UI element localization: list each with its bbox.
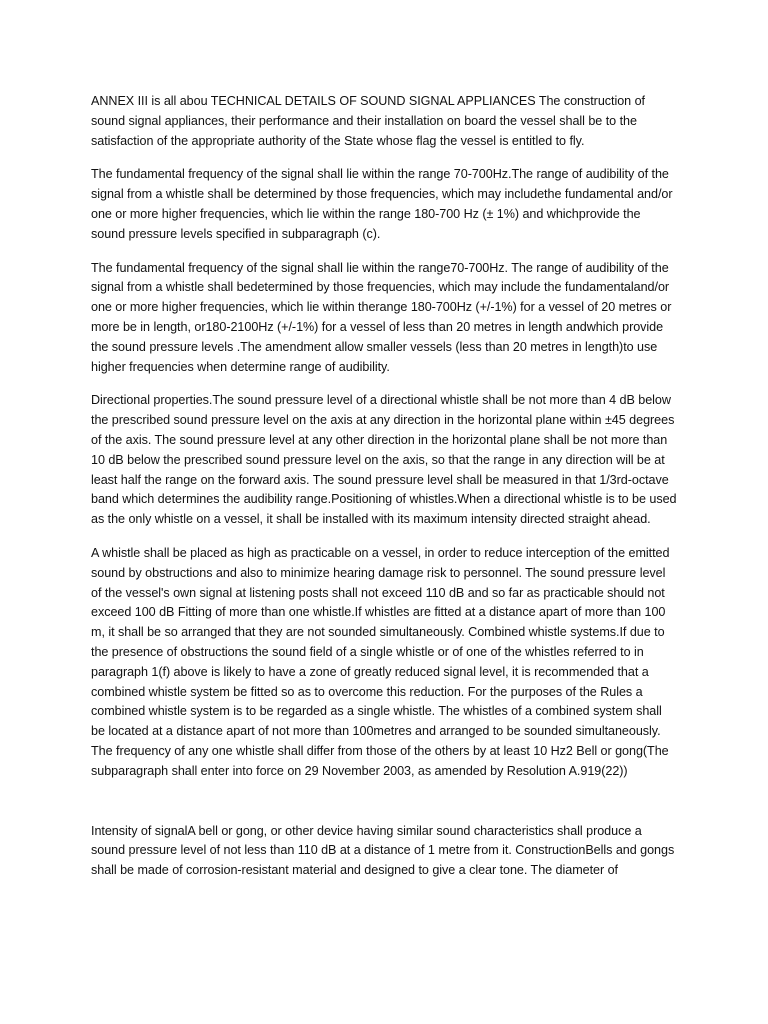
- paragraph-frequency-amendment: The fundamental frequency of the signal shall lie within the range70-700Hz. The range of audibility of the signal from a whistle shall bedetermined by those frequencies, which may include the fundamentaland/or one or more higher frequencies, which lie within therange 180-700Hz (+/-1%) for a vessel of 20 metres or more be in length, or180-2100Hz (+/-1%) for a vessel of less than 20 metres in length andwhich provide the sound pressure levels .The amendment allow smaller vessels (less than 20 metres in length)to use higher frequencies when determine range of audibility.: [91, 260, 672, 374]
- document-body: [91, 92, 677, 895]
- paragraph-fundamental-frequency: The fundamental frequency of the signal shall lie within the range 70-700Hz.The range of audibility of the signal from a whistle shall be determined by those frequencies, which may includethe fundamental and/or one or more higher frequencies, which lie within the range 180-700 Hz (± 1%) and whichprovide the sound pressure levels specified in subparagraph (c).: [91, 167, 673, 241]
- paragraph-directional-properties: Directional properties.The sound pressure level of a directional whistle shall be not more than 4 dB below the prescribed sound pressure level on the axis at any direction in the horizontal plane within ±45 degrees of the axis. The sound pressure level at any other direction in the horizontal plane shall be not more than 10 dB below the prescribed sound pressure level on the axis, so that the range in any direction will be at least half the range on the forward axis. The sound pressure level shall be measured in that 1/3rd-octave band which determines the audibility range.Positioning of whistles.When a directional whistle is to be used as the only whistle on a vessel, it shall be installed with its maximum intensity directed straight ahead.: [91, 393, 677, 527]
- paragraph-whistle-placement: A whistle shall be placed as high as practicable on a vessel, in order to reduce interception of the emitted sound by obstructions and also to minimize hearing damage risk to personnel. The sound pressure level of the vessel's own signal at listening posts shall not exceed 110 dB and so far as practicable should not exceed 100 dB Fitting of more than one whistle.If whistles are fitted at a distance apart of more than 100 m, it shall be so arranged that they are not sounded simultaneously. Combined whistle systems.If due to the presence of obstructions the sound field of a single whistle or of one of the whistles referred to in paragraph 1(f) above is likely to have a zone of greatly reduced signal level, it is recommended that a combined whistle system be fitted so as to overcome this reduction. For the purposes of the Rules a combined whistle system is to be regarded as a single whistle. The whistles of a combined system shall be located at a distance apart of not more than 100metres and arranged to be sounded simultaneously. The frequency of any one whistle shall differ from those of the others by at least 10 Hz2 Bell or gong(The subparagraph shall enter into force on 29 November 2003, as amended by Resolution A.919(22)): [91, 545, 670, 778]
- paragraph-annex-intro: ANNEX III is all abou TECHNICAL DETAILS OF SOUND SIGNAL APPLIANCES The construction of sound signal appliances, their performance and their installation on board the vessel shall be to the satisfaction of the appropriate authority of the State whose flag the vessel is entitled to fly.: [91, 94, 645, 148]
- paragraph-intensity-of-signal: Intensity of signalA bell or gong, or other device having similar sound characteristics shall produce a sound pressure level of not less than 110 dB at a distance of 1 metre from it. ConstructionBells and gongs shall be made of corrosion-resistant material and designed to give a clear tone. The diameter of: [91, 823, 675, 878]
